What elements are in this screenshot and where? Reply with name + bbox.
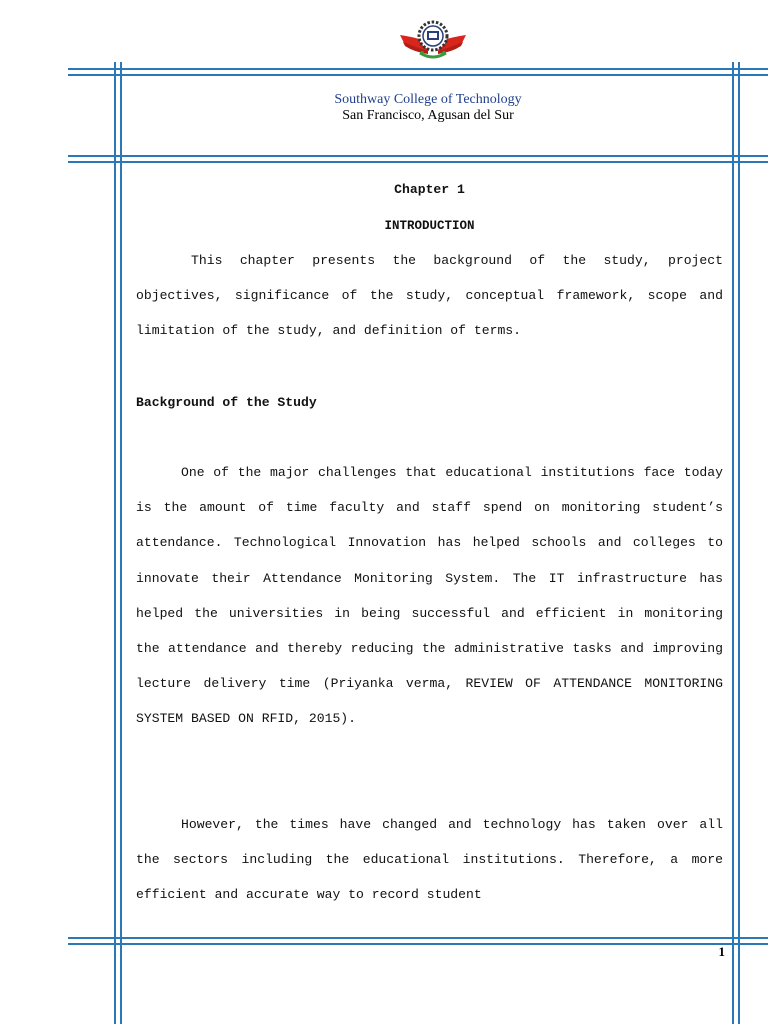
background-paragraph-1: One of the major challenges that educational institutions face today is the amount of time faculty and staff spend on monitoring student’s attendance. Technological Innovation has helped schools and colleges to innovate their Attendance Monitoring System. The IT infrastructure has helped the universities in being successful and efficient in monitoring the attendance and thereby reducing the administrative tasks and improving lecture delivery time (Priyanka verma, REVIEW OF ATTENDANCE MONITORING SYSTEM BASED ON RFID, 2015).: [136, 465, 723, 727]
header-divider-line-1: [68, 155, 768, 157]
header-divider-line-2: [68, 161, 768, 163]
border-left-line-2: [120, 62, 122, 1024]
college-name: Southway College of Technology: [334, 92, 522, 107]
border-top-line-2: [68, 74, 768, 76]
border-right-line-2: [738, 62, 740, 1024]
college-address: San Francisco, Agusan del Sur: [342, 108, 514, 123]
background-heading: Background of the Study: [136, 395, 317, 410]
section-title: INTRODUCTION: [384, 219, 475, 233]
chapter-title: Chapter 1: [394, 182, 465, 197]
footer-line-1: [68, 937, 768, 939]
college-seal-logo: [398, 15, 468, 61]
border-left-line-1: [114, 62, 116, 1024]
footer-line-2: [68, 943, 768, 945]
page-number: 1: [718, 944, 725, 959]
intro-paragraph: This chapter presents the background of the study, project objectives, significance of the study, conceptual framework, scope and limitation of the study, and definition of terms.: [136, 253, 723, 339]
border-right-line-1: [732, 62, 734, 1024]
border-top-line-1: [68, 68, 768, 70]
background-paragraph-2: However, the times have changed and technology has taken over all the sectors including the educational institutions. Therefore, a more efficient and accurate way to record student: [136, 817, 723, 903]
